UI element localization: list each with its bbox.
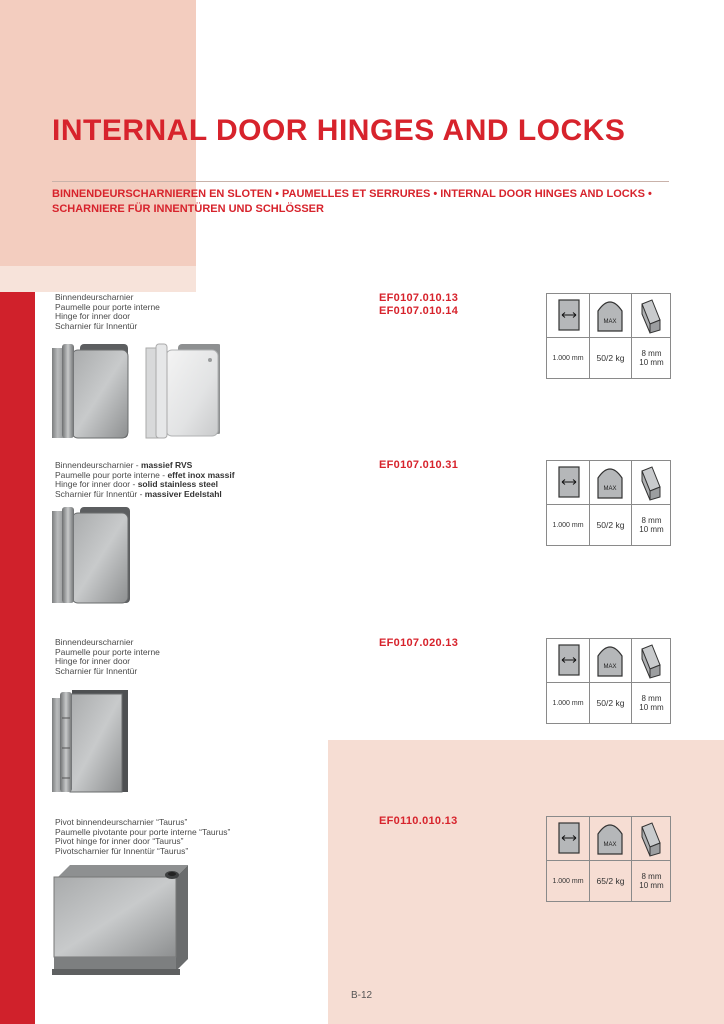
title-divider xyxy=(52,181,669,182)
max-load-icon xyxy=(596,298,624,332)
product-1-description xyxy=(55,293,160,331)
product-2-codes xyxy=(379,459,458,472)
glass-thickness-icon xyxy=(638,298,664,334)
product-2-spec-table xyxy=(546,460,671,546)
door-width-icon xyxy=(557,643,581,677)
door-width-icon xyxy=(557,298,581,332)
product-3-image xyxy=(50,688,130,794)
desc-en: Pivot hinge for inner door “Taurus” xyxy=(55,836,184,846)
svg-text:MAX: MAX xyxy=(603,486,617,492)
desc-nl: Binnendeurscharnier xyxy=(55,292,134,302)
svg-text:MAX: MAX xyxy=(603,842,617,848)
product-3-spec-table xyxy=(546,638,671,724)
product-4-spec-table xyxy=(546,816,671,902)
max-load-icon xyxy=(596,643,624,677)
desc-de: Pivotscharnier für Innentür “Taurus” xyxy=(55,845,189,856)
page-number: B-12 xyxy=(351,990,373,1001)
product-4-codes xyxy=(379,815,458,828)
product-code: EF0107.010.31 xyxy=(379,459,459,471)
product-3-codes xyxy=(379,637,458,650)
door-width-icon xyxy=(557,465,581,499)
product-1-codes xyxy=(379,292,458,318)
desc-nl: Binnendeurscharnier xyxy=(55,637,134,647)
desc-en: Hinge for inner door xyxy=(55,311,131,321)
spec-glass: 8 mm 10 mm xyxy=(639,516,664,534)
desc-nl: Pivot binnendeurscharnier “Taurus” xyxy=(55,817,188,827)
door-width-icon xyxy=(557,821,581,855)
spec-load: 50/2 kg xyxy=(596,698,625,708)
spec-glass: 8 mm 10 mm xyxy=(639,872,664,890)
product-2-description: Binnendeurscharnier - massief RVS Paumelle pour porte interne - effet inox massif Hinge for inner door - solid stainless steel Scharnier für Innentür - massiver Edelstahl xyxy=(55,460,235,499)
spec-glass: 8 mm 10 mm xyxy=(639,694,664,712)
product-4-image xyxy=(50,863,192,979)
spec-load: 50/2 kg xyxy=(596,520,625,530)
max-load-icon xyxy=(596,821,624,855)
spec-load: 65/2 kg xyxy=(596,876,625,886)
spec-length: 1.000 mm xyxy=(552,354,584,362)
spec-length: 1.000 mm xyxy=(552,699,584,707)
page-title: INTERNAL DOOR HINGES AND LOCKS xyxy=(52,114,626,147)
desc-en: Hinge for inner door xyxy=(55,656,131,666)
spec-length: 1.000 mm xyxy=(552,521,584,529)
glass-thickness-icon xyxy=(638,643,664,679)
desc-de: Scharnier für Innentür xyxy=(55,320,138,331)
product-2-image xyxy=(50,505,134,605)
product-1-image xyxy=(50,340,220,440)
product-code: EF0107.010.13 xyxy=(379,292,459,304)
max-load-icon xyxy=(596,465,624,499)
product-code: EF0107.020.13 xyxy=(379,637,459,649)
spec-load: 50/2 kg xyxy=(596,353,625,363)
page-subtitle: BINNENDEURSCHARNIEREN EN SLOTEN • PAUMELLES ET SERRURES • INTERNAL DOOR HINGES AND LOCKS • SCHARNIERE FÜR INNENTÜREN UND SCHLÖSSER xyxy=(52,188,652,215)
desc-fr: Paumelle pour porte interne xyxy=(55,646,160,657)
desc-fr: Paumelle pivotante pour porte interne “Taurus” xyxy=(55,826,231,837)
svg-text:MAX: MAX xyxy=(603,664,617,670)
header-background-light xyxy=(0,266,196,292)
product-code: EF0107.010.14 xyxy=(379,305,459,317)
product-4-description xyxy=(55,818,230,856)
spec-glass: 8 mm 10 mm xyxy=(639,349,664,367)
svg-text:MAX: MAX xyxy=(603,319,617,325)
side-accent-bar xyxy=(0,292,35,1024)
spec-length: 1.000 mm xyxy=(552,877,584,885)
desc-de: Scharnier für Innentür xyxy=(55,665,138,676)
product-code: EF0110.010.13 xyxy=(379,815,458,827)
glass-thickness-icon xyxy=(638,821,664,857)
product-3-description xyxy=(55,638,160,676)
glass-thickness-icon xyxy=(638,465,664,501)
product-1-spec-table xyxy=(546,293,671,379)
desc-fr: Paumelle pour porte interne xyxy=(55,301,160,312)
